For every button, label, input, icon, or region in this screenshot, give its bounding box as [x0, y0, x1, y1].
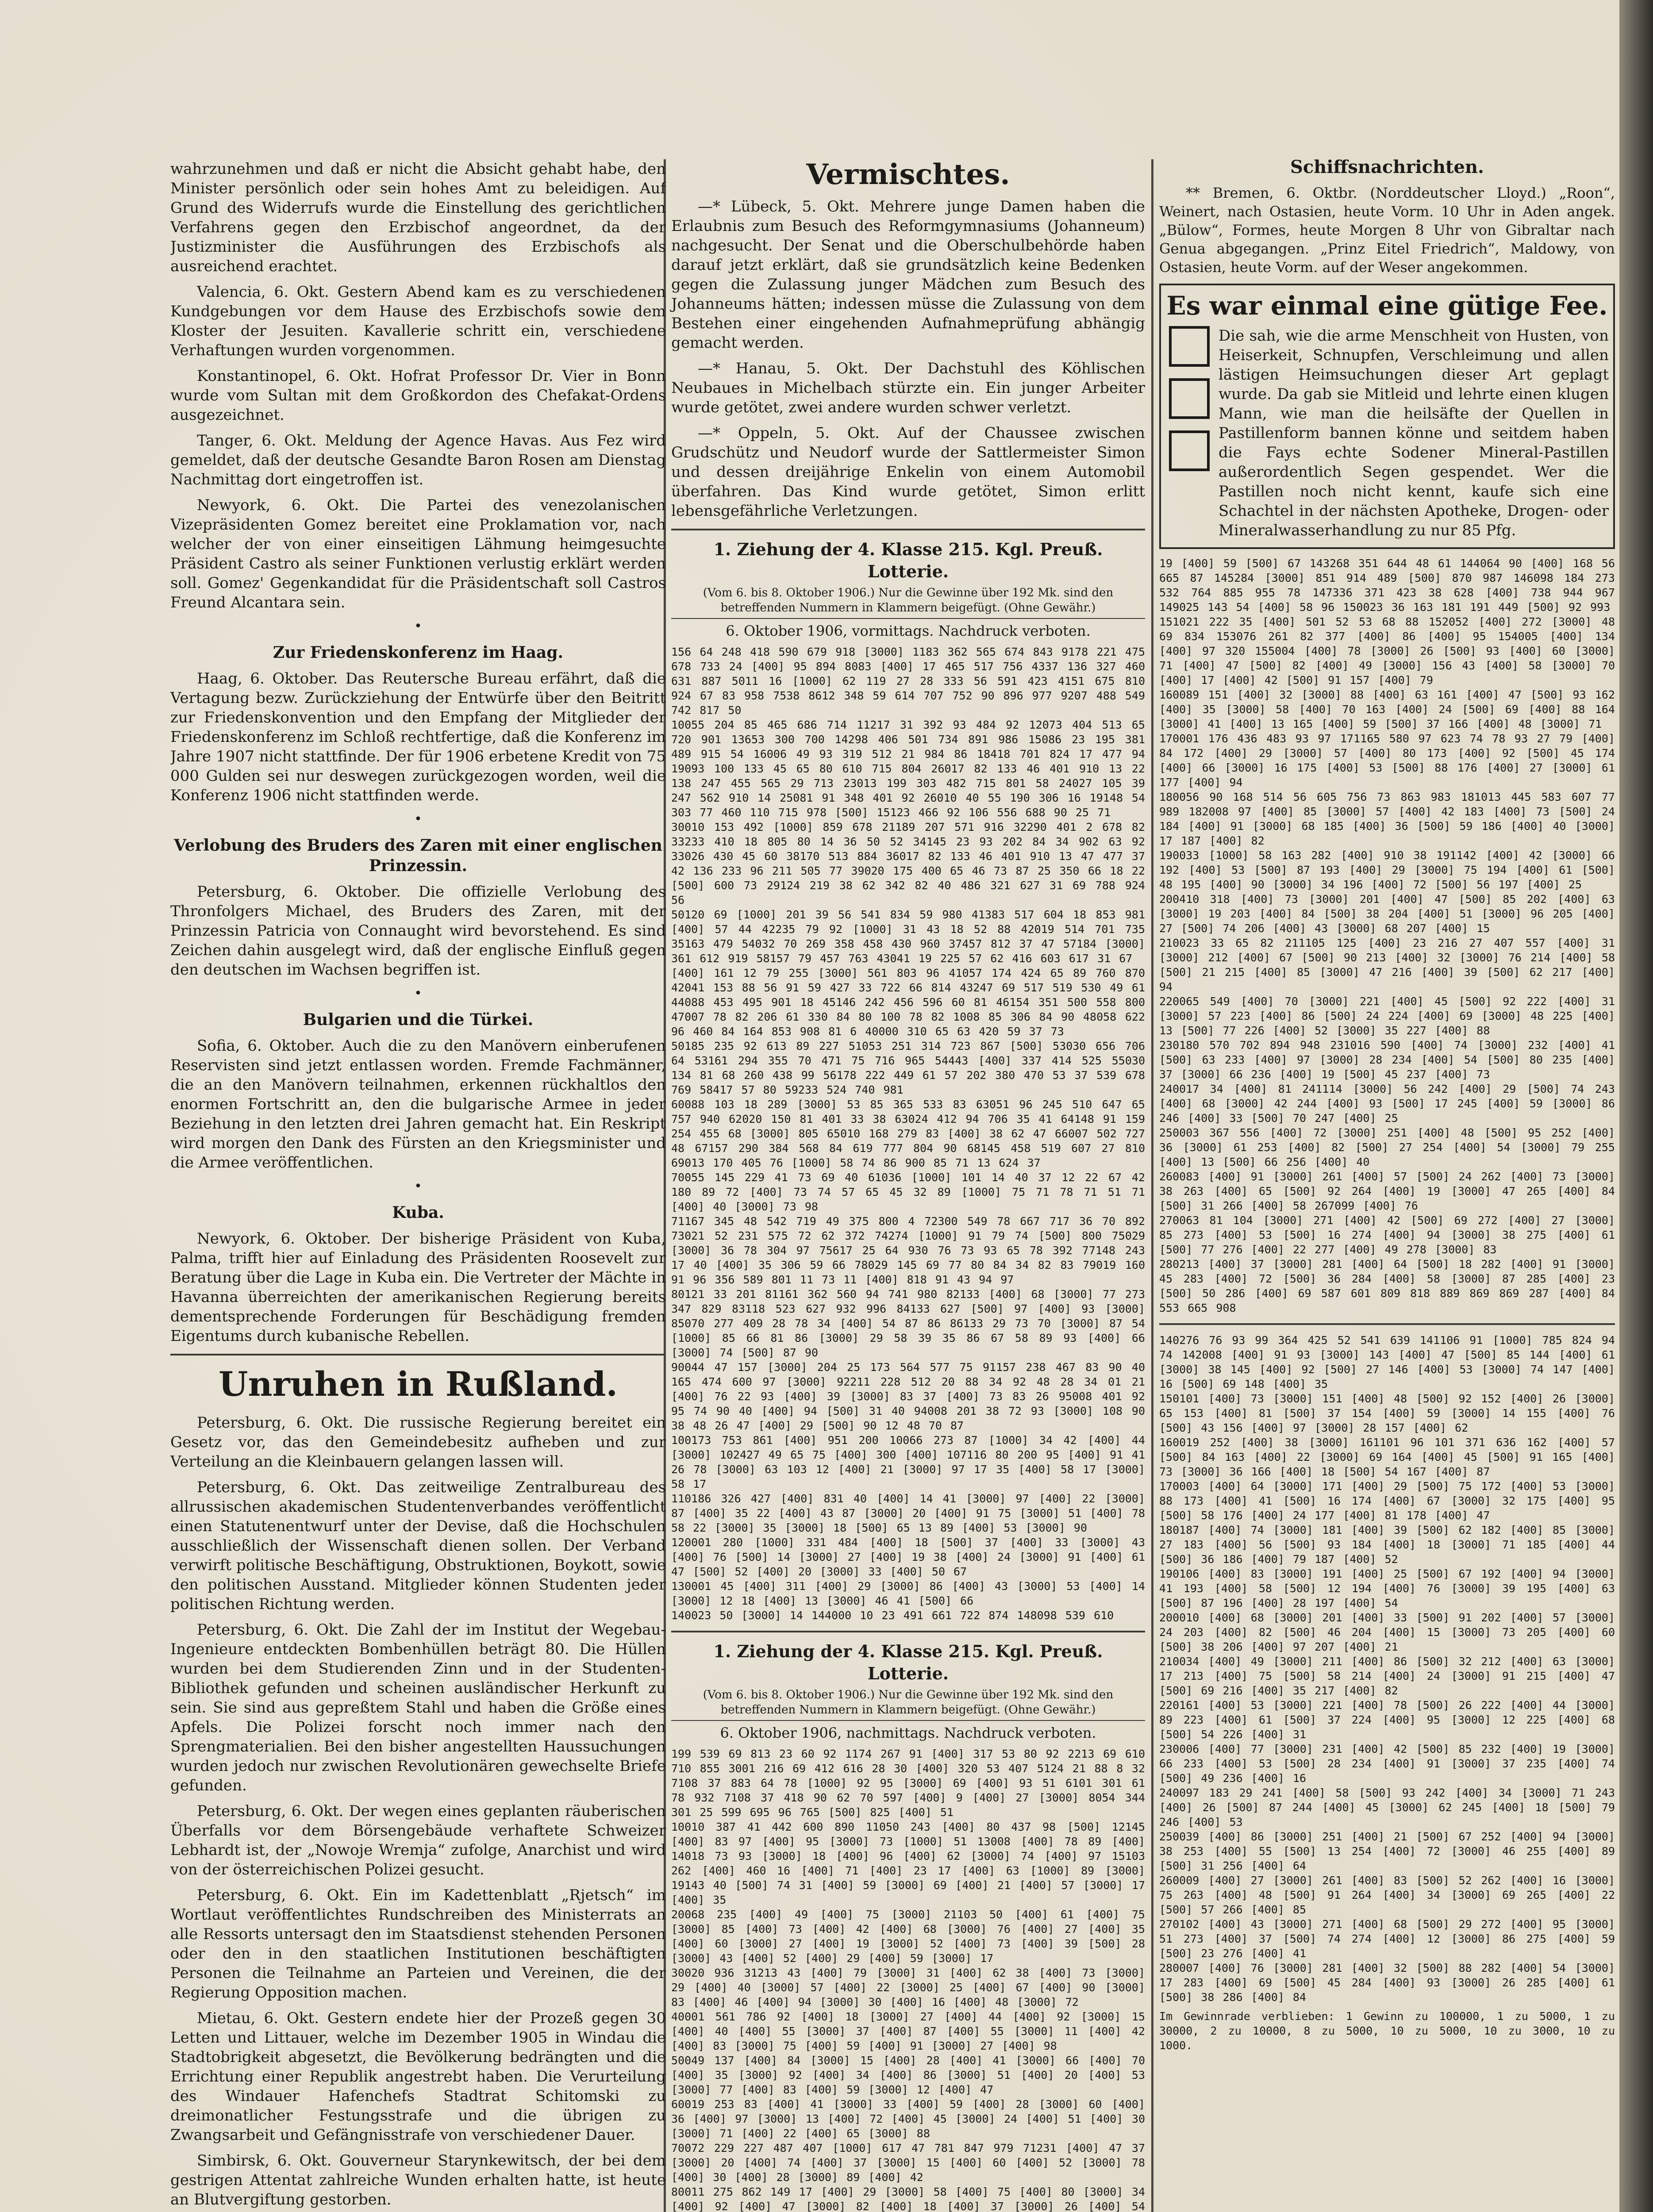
lottery-number-line: 210034 [400] 49 [3000] 211 [400] 86 [500] 32 212 [400] 63 [3000] 17 213 [400] 75 [500] 58 214 [400] 24 [3000] 91 215 [400] 47 [500] 69 216 [400] 35 217 [400] 82: [1159, 1655, 1615, 1697]
lottery-number-line: 190033 [1000] 58 163 282 [400] 910 38 191142 [400] 42 [3000] 66 192 [400] 53 [500] 87 193 [400] 29 [3000] 75 194 [400] 61 [500] 48 195 [400] 90 [3000] 34 196 [400] 72 [500] 56 197 [400] 25: [1159, 849, 1615, 891]
article-paragraph: Tanger, 6. Okt. Meldung der Agence Havas. Aus Fez wird gemeldet, daß der deutsche Gesandte Baron Rosen am Dienstag Nachmittag dort eingetroffen ist.: [170, 432, 666, 488]
lottery-number-line: 220065 549 [400] 70 [3000] 221 [400] 45 [500] 92 222 [400] 31 [3000] 57 223 [400] 86 [500] 24 224 [400] 69 [3000] 48 225 [400] 13 [500] 77 226 [400] 52 [3000] 35 227 [400] 88: [1159, 995, 1615, 1037]
article-paragraph: Petersburg, 6. Oktober. Die offizielle Verlobung des Thronfolgers Michael, des Bruders des Zaren, mit der Prinzessin Patricia von Connaught wird bevorstehend. Es sind Zeichen dahin ausgelegt wird, daß der englische Einfluß gegen den deutschen im Wachsen begriffen ist.: [170, 883, 666, 979]
lottery-number-line: 40001 561 786 92 [400] 18 [3000] 27 [400] 44 [400] 92 [3000] 15 [400] 40 [400] 55 [3000] 37 [400] 87 [400] 55 [3000] 11 [400] 42 [400] 83 [3000] 75 [400] 59 [400] 91 [3000] 27 [400] 98: [671, 2010, 1145, 2052]
lottery-number-list: [671, 1747, 1145, 2212]
advertisement: [1159, 284, 1615, 549]
lottery-number-line: 250039 [400] 86 [3000] 251 [400] 21 [500] 67 252 [400] 94 [3000] 38 253 [400] 55 [500] 13 254 [400] 72 [3000] 46 255 [400] 89 [500] 31 256 [400] 64: [1159, 1830, 1615, 1872]
divider: [1159, 1323, 1615, 1325]
ad-decoration: [1165, 326, 1214, 483]
lottery-number-line: [400] 161 12 79 255 [3000] 561 803 96 41057 174 424 65 89 760 870 42041 153 88 56 91 59 427 33 722 66 814 43247 69 517 519 530 49 61 44088 453 495 901 18 45146 242 456 596 60 81 46154 351 500 558 800 47007 78 82 206 61 330 84 80 100 78 82 1008 85 306 84 90 48058 622 96 460 84 164 853 908 81 6 40000 310 65 63 420 59 37 73: [671, 967, 1145, 1038]
lottery-number-line: 280007 [400] 76 [3000] 281 [400] 32 [500] 88 282 [400] 54 [3000] 17 283 [400] 69 [500] 45 284 [400] 93 [3000] 26 285 [400] 61 [500] 38 286 [400] 84: [1159, 1962, 1615, 2004]
lottery-number-line: 130001 45 [400] 311 [400] 29 [3000] 86 [400] 43 [3000] 53 [400] 14 [3000] 12 18 [400] 13 [3000] 46 41 [500] 66: [671, 1580, 1145, 1607]
lottery-heading: 1. Ziehung der 4. Klasse 215. Kgl. Preuß. Lotterie.: [713, 539, 1103, 581]
lottery-number-line: 270063 81 104 [3000] 271 [400] 42 [500] 69 272 [400] 27 [3000] 85 273 [400] 53 [500] 16 274 [400] 94 [3000] 38 275 [400] 61 [500] 77 276 [400] 22 277 [400] 49 278 [3000] 83: [1159, 1214, 1615, 1256]
lottery-number-line: 170001 176 436 483 93 97 171165 580 97 623 74 78 93 27 79 [400] 84 172 [400] 29 [3000] 57 [400] 80 173 [400] 92 [500] 45 174 [400] 66 [3000] 16 175 [400] 53 [500] 88 176 [400] 27 [3000] 61 177 [400] 94: [1159, 732, 1615, 789]
square-ornament-icon: [1169, 378, 1210, 419]
section-heading: Bulgarien und die Türkei.: [303, 1010, 534, 1029]
lottery-number-line: 30010 153 492 [1000] 859 678 21189 207 571 916 32290 401 2 678 82 33233 410 18 805 80 14 36 50 52 34145 23 93 202 84 34 902 63 92 33026 430 45 60 38170 513 884 36017 82 133 46 401 910 13 47 477 37 42 136 233 96 211 505 77 39020 175 400 65 46 73 87 25 350 66 18 22 [500] 600 73 29124 219 38 62 342 82 40 486 321 627 31 69 788 924 56: [671, 821, 1145, 906]
article-paragraph: wahrzunehmen und daß er nicht die Absicht gehabt habe, den Minister persönlich oder sein hohes Amt zu beleidigen. Auf Grund des Widerrufs wurde die Einstellung des gerichtlichen Verfahrens gegen den Erzbischof angeordnet, da der Justizminister die Ausführungen des Erzbischofs als ausreichend erachtet.: [170, 160, 666, 275]
article-paragraph: Petersburg, 6. Okt. Der wegen eines geplanten räuberischen Überfalls vor dem Börsengebäude verhaftete Schweizer Lebhardt ist, der „Nowoje Wremja“ zufolge, Anarchist und wird von der österreichischen Polizei gesucht.: [170, 1802, 666, 1878]
lottery-heading: 1. Ziehung der 4. Klasse 215. Kgl. Preuß. Lotterie.: [713, 1641, 1103, 1683]
lottery-number-line: 10055 204 85 465 686 714 11217 31 392 93 484 92 12073 404 513 65 720 901 13653 300 700 14298 406 501 734 891 986 15086 23 195 381 489 915 54 16006 49 93 319 512 21 984 86 18418 701 824 17 477 94 19093 100 133 45 65 80 610 715 804 26017 82 133 46 401 910 13 22 138 247 455 565 29 713 23013 199 303 482 715 801 58 24027 105 39 247 562 910 14 25081 91 348 401 92 26010 40 55 190 306 16 19148 54 303 77 460 110 715 978 [500] 15123 466 92 106 556 688 90 25 71: [671, 718, 1145, 819]
lottery-number-line: 151021 222 35 [400] 501 52 53 68 88 152052 [400] 272 [3000] 48 69 834 153076 261 82 377 [400] 86 [400] 95 154005 [400] 134 [400] 97 320 155004 [400] 78 [3000] 26 [500] 93 [400] 60 [3000] 71 [400] 47 [500] 82 [400] 49 [3000] 156 43 [400] 58 [3000] 70 [400] 17 [400] 42 [500] 91 157 [400] 79: [1159, 615, 1615, 687]
lottery-number-line: 190106 [400] 83 [3000] 191 [400] 25 [500] 67 192 [400] 94 [3000] 41 193 [400] 58 [500] 12 194 [400] 76 [3000] 39 195 [400] 63 [500] 87 196 [400] 28 197 [400] 54: [1159, 1567, 1615, 1609]
lottery-number-line: 230006 [400] 77 [3000] 231 [400] 42 [500] 85 232 [400] 19 [3000] 66 233 [400] 53 [500] 28 234 [400] 91 [3000] 37 235 [400] 74 [500] 49 236 [400] 16: [1159, 1743, 1615, 1785]
lottery-number-list: [671, 645, 1145, 1623]
lottery-number-line: 180056 90 168 514 56 605 756 73 863 983 181013 445 583 607 77 989 182008 97 [400] 85 [3000] 57 [400] 42 183 [400] 73 [500] 24 184 [400] 91 [3000] 68 185 [400] 36 [500] 59 186 [400] 40 [3000] 17 187 [400] 82: [1159, 791, 1615, 847]
shipping-news: ** Bremen, 6. Oktbr. (Norddeutscher Lloyd.) „Roon“, Weinert, nach Ostasien, heute Vorm. 10 Uhr in Aden angek. „Bülow“, Formes, heute Morgen 8 Uhr von Gibraltar nach Genua abgegangen. „Prinz Eitel Friedrich“, Maldowy, von Ostasien, heute Vorm. auf der Weser angekommen.: [1159, 184, 1615, 276]
headline: Unruhen in Rußland.: [219, 1364, 618, 1404]
lottery-number-line: 170003 [400] 64 [3000] 171 [400] 29 [500] 75 172 [400] 53 [3000] 88 173 [400] 41 [500] 16 174 [400] 67 [3000] 32 175 [400] 95 [500] 58 176 [400] 24 177 [400] 81 178 [400] 47: [1159, 1480, 1615, 1522]
lottery-number-line: 160089 151 [400] 32 [3000] 88 [400] 63 161 [400] 47 [500] 93 162 [400] 35 [3000] 58 [400] 70 163 [400] 24 [500] 69 [400] 88 164 [3000] 41 [400] 13 165 [400] 59 [500] 37 166 [400] 48 [3000] 71: [1159, 688, 1615, 730]
lottery-number-line: 80121 33 201 81161 362 560 94 741 980 82133 [400] 68 [3000] 77 273 347 829 83118 523 627 932 996 84133 627 [500] 97 [400] 93 [3000] 85070 277 409 28 78 34 [400] 54 87 86 86133 29 73 70 [3000] 87 54 [1000] 85 66 81 86 [3000] 29 58 39 35 86 67 58 89 93 [400] 66 [3000] 74 [500] 87 90: [671, 1288, 1145, 1359]
lottery-footer: Im Gewinnrade verblieben: 1 Gewinn zu 100000, 1 zu 5000, 1 zu 30000, 2 zu 10000, 8 zu 5000, 10 zu 5000, 10 zu 3000, 10 zu 1000.: [1159, 2010, 1615, 2052]
section-title: Vermischtes.: [806, 158, 1010, 191]
news-item: —* Hanau, 5. Okt. Der Dachstuhl des Köhlischen Neubaues in Michelbach stürzte ein. Ein junger Arbeiter wurde getötet, zwei andere wurden schwer verletzt.: [671, 360, 1145, 416]
article-paragraph: Newyork, 6. Okt. Die Partei des venezolanischen Vizepräsidenten Gomez bereitet eine Proklamation vor, nach welcher der von einer einseitigen Lähmung heimgesuchte Präsident Castro als seiner Funktionen verlustig erklärt werden soll. Gomez' Gegenkandidat für die Präsidentschaft soll Castros Freund Alcantara sein.: [170, 496, 666, 611]
article-paragraph: Valencia, 6. Okt. Gestern Abend kam es zu verschiedenen Kundgebungen vor dem Hause des Erzbischofs sowie dem Kloster der Jesuiten. Kavallerie schritt ein, verschiedene Verhaftungen wurden vorgenommen.: [170, 283, 666, 359]
ad-body: [1165, 326, 1609, 540]
column-rule-2: [1151, 159, 1153, 2212]
article-paragraph: Mietau, 6. Okt. Gestern endete hier der Prozeß gegen 30 Letten und Littauer, welche im Dezember 1905 in Windau die Stadtobrigkeit abgesetzt, die Bevölkerung bedrängten und die Errichtung einer Republik angestrebt haben. Die Verurteilung des Windauer Hafenchefs Stadtrat Schitomski zu dreimonatlicher Festungsstrafe und die übrigen zu Zwangsarbeit und Gefängnisstrafe von verschiedener Dauer.: [170, 2009, 666, 2144]
lottery-number-line: 140276 76 93 99 364 425 52 541 639 141106 91 [1000] 785 824 94 74 142008 [400] 91 93 [3000] 143 [400] 47 [500] 85 144 [400] 61 [3000] 38 145 [400] 92 [500] 27 146 [400] 53 [3000] 74 147 [400] 16 [500] 69 148 [400] 35: [1159, 1334, 1615, 1390]
article-paragraph: Petersburg, 6. Okt. Das zeitweilige Zentralbureau des allrussischen akademischen Studentenverbandes veröffentlicht einen Statutenentwurf unter der Devise, daß die Hochschulen ausschließlich der Wissenschaft dienen sollen. Der Verband verwirft politische Beschäftigung, Obstruktionen, Boykott, sowie den politischen Ausstand. Mitglieder können Studenten jeder politischen Richtung werden.: [170, 1479, 666, 1613]
lottery-number-line: 50185 235 92 613 89 227 51053 251 314 723 867 [500] 53030 656 706 64 53161 294 355 70 471 75 716 965 54443 [400] 337 414 525 55030 134 81 68 260 438 99 56178 222 449 61 57 202 380 470 53 37 539 678 769 58417 57 80 59233 524 740 981: [671, 1040, 1145, 1096]
section-heading: Verlobung des Bruders des Zaren mit einer englischen Prinzessin.: [174, 836, 662, 875]
divider: [671, 1720, 1145, 1721]
divider: [671, 618, 1145, 619]
column-shipping-ad: [1155, 157, 1619, 2212]
separator-star: •: [414, 1179, 422, 1194]
separator-star: •: [414, 618, 422, 634]
lottery-number-line: 70072 229 227 487 407 [1000] 617 47 781 847 979 71231 [400] 47 37 [3000] 20 [400] 74 [400] 37 [3000] 15 [400] 60 [400] 52 [3000] 78 [400] 30 [400] 28 [3000] 89 [400] 42: [671, 2142, 1145, 2184]
lottery-number-line: 110186 326 427 [400] 831 40 [400] 14 41 [3000] 97 [400] 22 [3000] 87 [400] 35 22 [400] 43 87 [3000] 20 [400] 91 75 [3000] 51 [400] 78 58 22 [3000] 35 [3000] 18 [500] 65 13 89 [400] 53 [3000] 90: [671, 1492, 1145, 1534]
lottery-number-line: 70055 145 229 41 73 69 40 61036 [1000] 101 14 40 37 12 22 67 42 180 89 72 [400] 73 74 57 65 45 32 89 [1000] 75 71 78 71 51 71 [400] 40 [3000] 73 98: [671, 1171, 1145, 1213]
section-title: Schiffsnachrichten.: [1290, 157, 1484, 177]
lottery-number-line: 50049 137 [400] 84 [3000] 15 [400] 28 [400] 41 [3000] 66 [400] 70 [400] 35 [3000] 92 [400] 34 [400] 86 [3000] 51 [400] 20 [400] 53 [3000] 77 [400] 83 [400] 59 [3000] 12 [400] 47: [671, 2054, 1145, 2096]
article-paragraph: Simbirsk, 6. Okt. Gouverneur Starynkewitsch, der bei dem gestrigen Attentat zahlreiche Wunden erhalten hatte, ist heute an Blutvergiftung gestorben.: [170, 2152, 666, 2208]
news-item: —* Lübeck, 5. Okt. Mehrere junge Damen haben die Erlaubnis zum Besuch des Reformgymnasiums (Johanneum) nachgesucht. Der Senat und die Oberschulbehörde haben darauf jetzt erklärt, daß sie grundsätzlich keine Bedenken gegen die Zulassung junger Mädchen zum Besuch des Johanneums hätten; indessen müsse die Zulassung von dem Bestehen einer eingehenden Aufnahmeprüfung abhängig gemacht werden.: [671, 198, 1145, 352]
lottery-number-line: 200010 [400] 68 [3000] 201 [400] 33 [500] 91 202 [400] 57 [3000] 24 203 [400] 82 [500] 46 204 [400] 15 [3000] 73 205 [400] 60 [500] 38 206 [400] 97 207 [400] 21: [1159, 1611, 1615, 1653]
divider: [671, 529, 1145, 530]
lottery-number-line: 180187 [400] 74 [3000] 181 [400] 39 [500] 62 182 [400] 85 [3000] 27 183 [400] 56 [500] 93 184 [400] 18 [3000] 71 185 [400] 44 [500] 36 186 [400] 79 187 [400] 52: [1159, 1524, 1615, 1566]
ad-text: Die sah, wie die arme Menschheit von Husten, von Heiserkeit, Schnupfen, Verschleimung und allen lästigen Heimsuchungen dieser Art geplagt wurde. Da gab sie Mitleid und lehrte einen klugen Mann, wie man die heilsäfte der Quellen in Pastillenform bannen könne und seitdem haben die Fays echte Sodener Mineral-Pastillen außerordentlich Segen gespendet. Wer die Pastillen noch nicht kennt, kaufe sich eine Schachtel in der nächsten Apotheke, Drogen- oder Mineralwasserhandlung zu nur 85 Pfg.: [1219, 327, 1609, 539]
lottery-number-line: 30020 936 31213 43 [400] 79 [3000] 31 [400] 62 38 [400] 73 [3000] 29 [400] 40 [3000] 57 [400] 22 [3000] 25 [400] 67 [400] 90 [3000] 83 [400] 46 [400] 94 [3000] 30 [400] 16 [400] 48 [3000] 72: [671, 1966, 1145, 2008]
article-paragraph: Haag, 6. Oktober. Das Reutersche Bureau erfährt, daß die Vertagung bezw. Zurückziehung der Entwürfe über den Beitritt zur Friedenskonvention und den Empfang der Mitglieder der Friedenskonferenz im Schloß rechtfertige, daß die Konferenz im Jahre 1907 nicht stattfinde. Der für 1906 erbetene Kredit von 75 000 Gulden sei nur deswegen zurückgezogen worden, weil die Konferenz 1906 nicht stattfinden werde.: [170, 670, 666, 804]
lottery-number-line: 150101 [400] 73 [3000] 151 [400] 48 [500] 92 152 [400] 26 [3000] 65 153 [400] 81 [500] 37 154 [400] 59 [3000] 14 155 [400] 76 [500] 43 156 [400] 97 [3000] 28 157 [400] 62: [1159, 1392, 1615, 1434]
separator-star: •: [414, 811, 422, 827]
lottery-number-line: 260083 [400] 91 [3000] 261 [400] 57 [500] 24 262 [400] 73 [3000] 38 263 [400] 65 [500] 92 264 [400] 19 [3000] 47 265 [400] 84 [500] 31 266 [400] 58 267099 [400] 76: [1159, 1170, 1615, 1212]
lottery-number-line: 240017 34 [400] 81 241114 [3000] 56 242 [400] 29 [500] 74 243 [400] 68 [3000] 42 244 [400] 93 [500] 17 245 [400] 59 [3000] 86 246 [400] 33 [500] 70 247 [400] 25: [1159, 1083, 1615, 1125]
page-edge: [1619, 0, 1653, 2212]
lottery-number-line: 80011 275 862 149 17 [400] 29 [3000] 58 [400] 75 [400] 80 [3000] 34 [400] 92 [400] 47 [3000] 82 [400] 18 [400] 37 [3000] 26 [400] 54: [671, 2185, 1145, 2212]
section-heading: Kuba.: [392, 1203, 444, 1222]
lottery-number-line: 260009 [400] 27 [3000] 261 [400] 83 [500] 52 262 [400] 16 [3000] 75 263 [400] 48 [500] 91 264 [400] 34 [3000] 69 265 [400] 22 [500] 57 266 [400] 85: [1159, 1874, 1615, 1916]
lottery-number-line: 20068 235 [400] 49 [400] 75 [3000] 21103 50 [400] 61 [400] 75 [3000] 85 [400] 73 [400] 42 [400] 68 [3000] 76 [400] 27 [400] 35 [400] 60 [3000] 27 [400] 19 [3000] 52 [400] 73 [400] 39 [500] 28 [3000] 43 [400] 52 [400] 29 [400] 59 [3000] 17: [671, 1908, 1145, 1965]
ad-headline: Es war einmal eine gütige Fee.: [1166, 291, 1608, 321]
news-item: —* Oppeln, 5. Okt. Auf der Chaussee zwischen Grudschütz und Neudorf wurde der Sattlermeister Simon und dessen dreijährige Enkelin von einem Automobil überfahren. Das Kind wurde getötet, Simon erlitt lebensgefährliche Verletzungen.: [671, 424, 1145, 520]
article-paragraph: Sofia, 6. Oktober. Auch die zu den Manövern einberufenen Reservisten sind jetzt entlassen worden. Fremde Fachmänner, die an den Manövern teilnahmen, erkennen rückhaltlos den enormen Fortschritt an, den die bulgarische Armee in jeder Beziehung in den letzten drei Jahren gemacht hat. Ein Reskript wird morgen den Dank des Fürsten an den Kriegsminister und die Armee veröffentlichen.: [170, 1037, 666, 1171]
lottery-subtitle: (Vom 6. bis 8. Oktober 1906.) Nur die Gewinne über 192 Mk. sind den betreffenden Nummern in Klammern beigefügt. (Ohne Gewähr.): [703, 586, 1114, 614]
lottery-date: 6. Oktober 1906, vormittags. Nachdruck verboten.: [726, 622, 1091, 639]
lottery-number-line: 230180 570 702 894 948 231016 590 [400] 74 [3000] 232 [400] 41 [500] 63 233 [400] 97 [3000] 28 234 [400] 54 [500] 80 235 [400] 37 [3000] 66 236 [400] 19 [500] 45 237 [400] 73: [1159, 1039, 1615, 1081]
separator-star: •: [414, 986, 422, 1001]
lottery-number-line: 156 64 248 418 590 679 918 [3000] 1183 362 565 674 843 9178 221 475 678 733 24 [400] 95 894 8083 [400] 17 465 517 756 4337 136 327 460 631 887 5011 16 [1000] 62 119 27 28 333 56 591 423 4151 675 810 924 67 83 958 7538 8612 348 59 614 707 752 90 896 977 9207 488 549 742 817 50: [671, 645, 1145, 717]
lottery-number-line: 120001 280 [1000] 331 484 [400] 18 [500] 37 [400] 33 [3000] 43 [400] 76 [500] 14 [3000] 27 [400] 19 38 [400] 24 [3000] 91 [400] 61 47 [500] 52 [400] 20 [3000] 33 [400] 50 67: [671, 1536, 1145, 1578]
lottery-number-line: 270102 [400] 43 [3000] 271 [400] 68 [500] 29 272 [400] 95 [3000] 51 273 [400] 37 [500] 74 274 [400] 12 [3000] 86 275 [400] 59 [500] 23 276 [400] 41: [1159, 1918, 1615, 1960]
article-paragraph: Newyork, 6. Oktober. Der bisherige Präsident von Kuba, Palma, trifft hier auf Einladung des Präsidenten Roosevelt zur Beratung über die Lage in Kuba ein. Die Vertreter der Mächte in Havanna überreichten der amerikanischen Regierung bereits dementsprechende Forderungen für Beschädigung fremden Eigentums durch kubanische Rebellen.: [170, 1230, 666, 1345]
lottery-number-line: 210023 33 65 82 211105 125 [400] 23 216 27 407 557 [400] 31 [3000] 212 [400] 67 [500] 90 213 [400] 32 [3000] 76 214 [400] 58 [500] 21 215 [400] 85 [3000] 47 216 [400] 39 [500] 62 217 [400] 94: [1159, 937, 1615, 993]
column-politics: [170, 159, 666, 2212]
lottery-number-line: 90044 47 157 [3000] 204 25 173 564 577 75 91157 238 467 83 90 40 165 474 600 97 [3000] 92211 228 512 20 88 34 92 48 28 34 01 21 [400] 76 22 93 [400] 39 [3000] 83 37 [400] 73 83 26 95008 401 92 95 74 90 40 [400] 94 [500] 31 40 94008 201 38 72 93 [3000] 108 90 38 48 26 47 [400] 29 [500] 90 12 48 70 87: [671, 1361, 1145, 1432]
article-paragraph: Petersburg, 6. Okt. Die Zahl der im Institut der Wegebau-Ingenieure entdeckten Bombenhüllen beträgt 80. Die Hüllen wurden bei dem Studierenden Zinn und in der Studenten-Bibliothek gefunden und scheinen ausländischer Herkunft zu sein. Sie sind aus gepreßtem Stahl und haben die Größe eines Apfels. Die Polizei forscht noch immer nach den Sprengmaterialien. Bei den bisher angestellten Haussuchungen wurden jedoch nur zwischen Revolutionären gewechselte Briefe gefunden.: [170, 1621, 666, 1794]
lottery-number-line: 10010 387 41 442 600 890 11050 243 [400] 80 437 98 [500] 12145 [400] 83 97 [400] 95 [3000] 73 [1000] 51 13008 [400] 78 89 [400] 14018 73 93 [3000] 18 [400] 96 [400] 62 [3000] 74 [400] 97 15103 262 [400] 460 16 [400] 71 [400] 23 17 [400] 63 [1000] 89 [3000] 19143 40 [500] 74 31 [400] 59 [3000] 69 [400] 21 [400] 57 [3000] 17 [400] 35: [671, 1820, 1145, 1906]
lottery-number-line: 160019 252 [400] 38 [3000] 161101 96 101 371 636 162 [400] 57 [500] 84 163 [400] 22 [3000] 69 164 [400] 45 [500] 91 165 [400] 73 [3000] 36 166 [400] 18 [500] 54 167 [400] 87: [1159, 1436, 1615, 1478]
square-ornament-icon: [1169, 326, 1210, 367]
lottery-number-line: 199 539 69 813 23 60 92 1174 267 91 [400] 317 53 80 92 2213 69 610 710 855 3001 216 69 412 616 28 30 [400] 320 53 407 5124 21 88 8 32 7108 37 883 64 78 [1000] 92 95 [3000] 69 [400] 93 51 6101 301 61 78 932 7108 37 418 90 62 70 597 [400] 9 [400] 27 [3000] 8054 344 301 25 599 695 96 765 [500] 825 [400] 51: [671, 1747, 1145, 1819]
lottery-number-line: 71167 345 48 542 719 49 375 800 4 72300 549 78 667 717 36 70 892 73021 52 231 575 72 62 372 74274 [1000] 91 79 74 [500] 800 75029 [3000] 36 78 304 97 75617 25 64 930 76 73 93 65 78 392 77148 243 17 40 [400] 35 306 59 66 78029 145 69 77 80 84 34 82 83 79019 160 91 96 356 589 801 11 73 11 [400] 818 91 43 94 97: [671, 1215, 1145, 1286]
lottery-date: 6. Oktober 1906, nachmittags. Nachdruck verboten.: [720, 1724, 1096, 1741]
lottery-number-list: [1159, 556, 1615, 1315]
lottery-number-line: 60019 253 83 [400] 41 [3000] 33 [400] 59 [400] 28 [3000] 60 [400] 36 [400] 97 [3000] 13 [400] 72 [400] 45 [3000] 24 [400] 51 [400] 30 [3000] 71 [400] 22 [400] 65 [3000] 88: [671, 2098, 1145, 2140]
lottery-subtitle: (Vom 6. bis 8. Oktober 1906.) Nur die Gewinne über 192 Mk. sind den betreffenden Nummern in Klammern beigefügt. (Ohne Gewähr.): [703, 1688, 1114, 1717]
article-paragraph: Petersburg, 6. Okt. Die russische Regierung bereitet ein Gesetz vor, das den Gemeindebesitz aufheben und zur Verteilung an die Kleinbauern gelangen lassen will.: [170, 1414, 666, 1471]
lottery-number-line: 240097 183 29 241 [400] 58 [500] 93 242 [400] 34 [3000] 71 243 [400] 26 [500] 87 244 [400] 45 [3000] 62 245 [400] 18 [500] 79 246 [400] 53: [1159, 1786, 1615, 1828]
lottery-number-line: 140023 50 [3000] 14 144000 10 23 491 661 722 874 148098 539 610: [671, 1609, 1114, 1622]
article-paragraph: Petersburg, 6. Okt. Ein im Kadettenblatt „Rjetsch“ im Wortlaut veröffentlichtes Rundschreiben des Ministerrats an alle Ressorts untersagt den im Staatsdienst stehenden Personen oder den in den staatlichen Institutionen beschäftigten Personen die Teilnahme an Parteien und Vereinen, die der Regierung Opposition machen.: [170, 1886, 666, 2001]
article-paragraph: Konstantinopel, 6. Okt. Hofrat Professor Dr. Vier in Bonn wurde vom Sultan mit dem Großkordon des Chefakat-Ordens ausgezeichnet.: [170, 367, 666, 424]
lottery-number-line: 100173 753 861 [400] 951 200 10066 273 87 [1000] 34 42 [400] 44 [3000] 102427 49 65 75 [400] 300 [400] 107116 80 200 95 [400] 91 41 26 78 [3000] 63 103 12 [400] 21 [3000] 97 17 35 [400] 58 17 [3000] 58 17: [671, 1434, 1145, 1490]
lottery-number-line: 19 [400] 59 [500] 67 143268 351 644 48 61 144064 90 [400] 168 56 665 87 145284 [3000] 851 914 489 [500] 870 987 146098 184 273 532 764 885 955 78 147336 371 423 38 628 [400] 738 944 967 149025 143 54 [400] 58 96 150023 36 163 181 191 449 [500] 92 993: [1159, 557, 1615, 614]
lottery-number-line: 200410 318 [400] 73 [3000] 201 [400] 47 [500] 85 202 [400] 63 [3000] 19 203 [400] 84 [500] 38 204 [400] 51 [3000] 96 205 [400] 27 [500] 74 206 [400] 43 [3000] 68 207 [400] 15: [1159, 893, 1615, 935]
section-heading: Zur Friedenskonferenz im Haag.: [273, 643, 564, 662]
divider: [671, 1631, 1145, 1632]
square-ornament-icon: [1169, 430, 1210, 471]
lottery-number-line: 220161 [400] 53 [3000] 221 [400] 78 [500] 26 222 [400] 44 [3000] 89 223 [400] 61 [500] 37 224 [400] 95 [3000] 12 225 [400] 68 [500] 54 226 [400] 31: [1159, 1699, 1615, 1741]
lottery-number-line: 50120 69 [1000] 201 39 56 541 834 59 980 41383 517 604 18 853 981 [400] 57 44 42235 79 92 [1000] 31 43 18 52 88 42019 514 701 735 35163 479 54032 70 269 358 458 430 960 37457 812 37 47 57184 [3000] 361 612 919 58157 79 457 763 43041 19 225 57 62 416 603 617 31 67: [671, 908, 1145, 965]
lottery-number-list: [1159, 1333, 1615, 2005]
column-misc-lottery: [666, 157, 1150, 2212]
lottery-number-line: 250003 367 556 [400] 72 [3000] 251 [400] 48 [500] 95 252 [400] 36 [3000] 61 253 [400] 82 [500] 27 254 [400] 54 [3000] 79 255 [400] 13 [500] 66 256 [400] 40: [1159, 1126, 1615, 1168]
lottery-number-line: 60088 103 18 289 [3000] 53 85 365 533 83 63051 96 245 510 647 65 757 940 62020 150 81 401 33 38 63024 412 94 706 35 41 64148 91 159 254 455 68 [3000] 805 65010 168 279 83 [400] 38 62 47 66007 502 727 48 67157 290 384 568 84 619 777 804 90 68145 458 519 607 27 810 69013 170 405 76 [1000] 58 74 86 900 85 71 13 624 37: [671, 1098, 1145, 1169]
divider: [170, 1354, 666, 1356]
lottery-number-line: 280213 [400] 37 [3000] 281 [400] 64 [500] 18 282 [400] 91 [3000] 45 283 [400] 72 [500] 36 284 [400] 58 [3000] 87 285 [400] 23 [500] 50 286 [400] 69 587 601 809 818 889 869 869 287 [400] 84 553 665 908: [1159, 1258, 1615, 1314]
